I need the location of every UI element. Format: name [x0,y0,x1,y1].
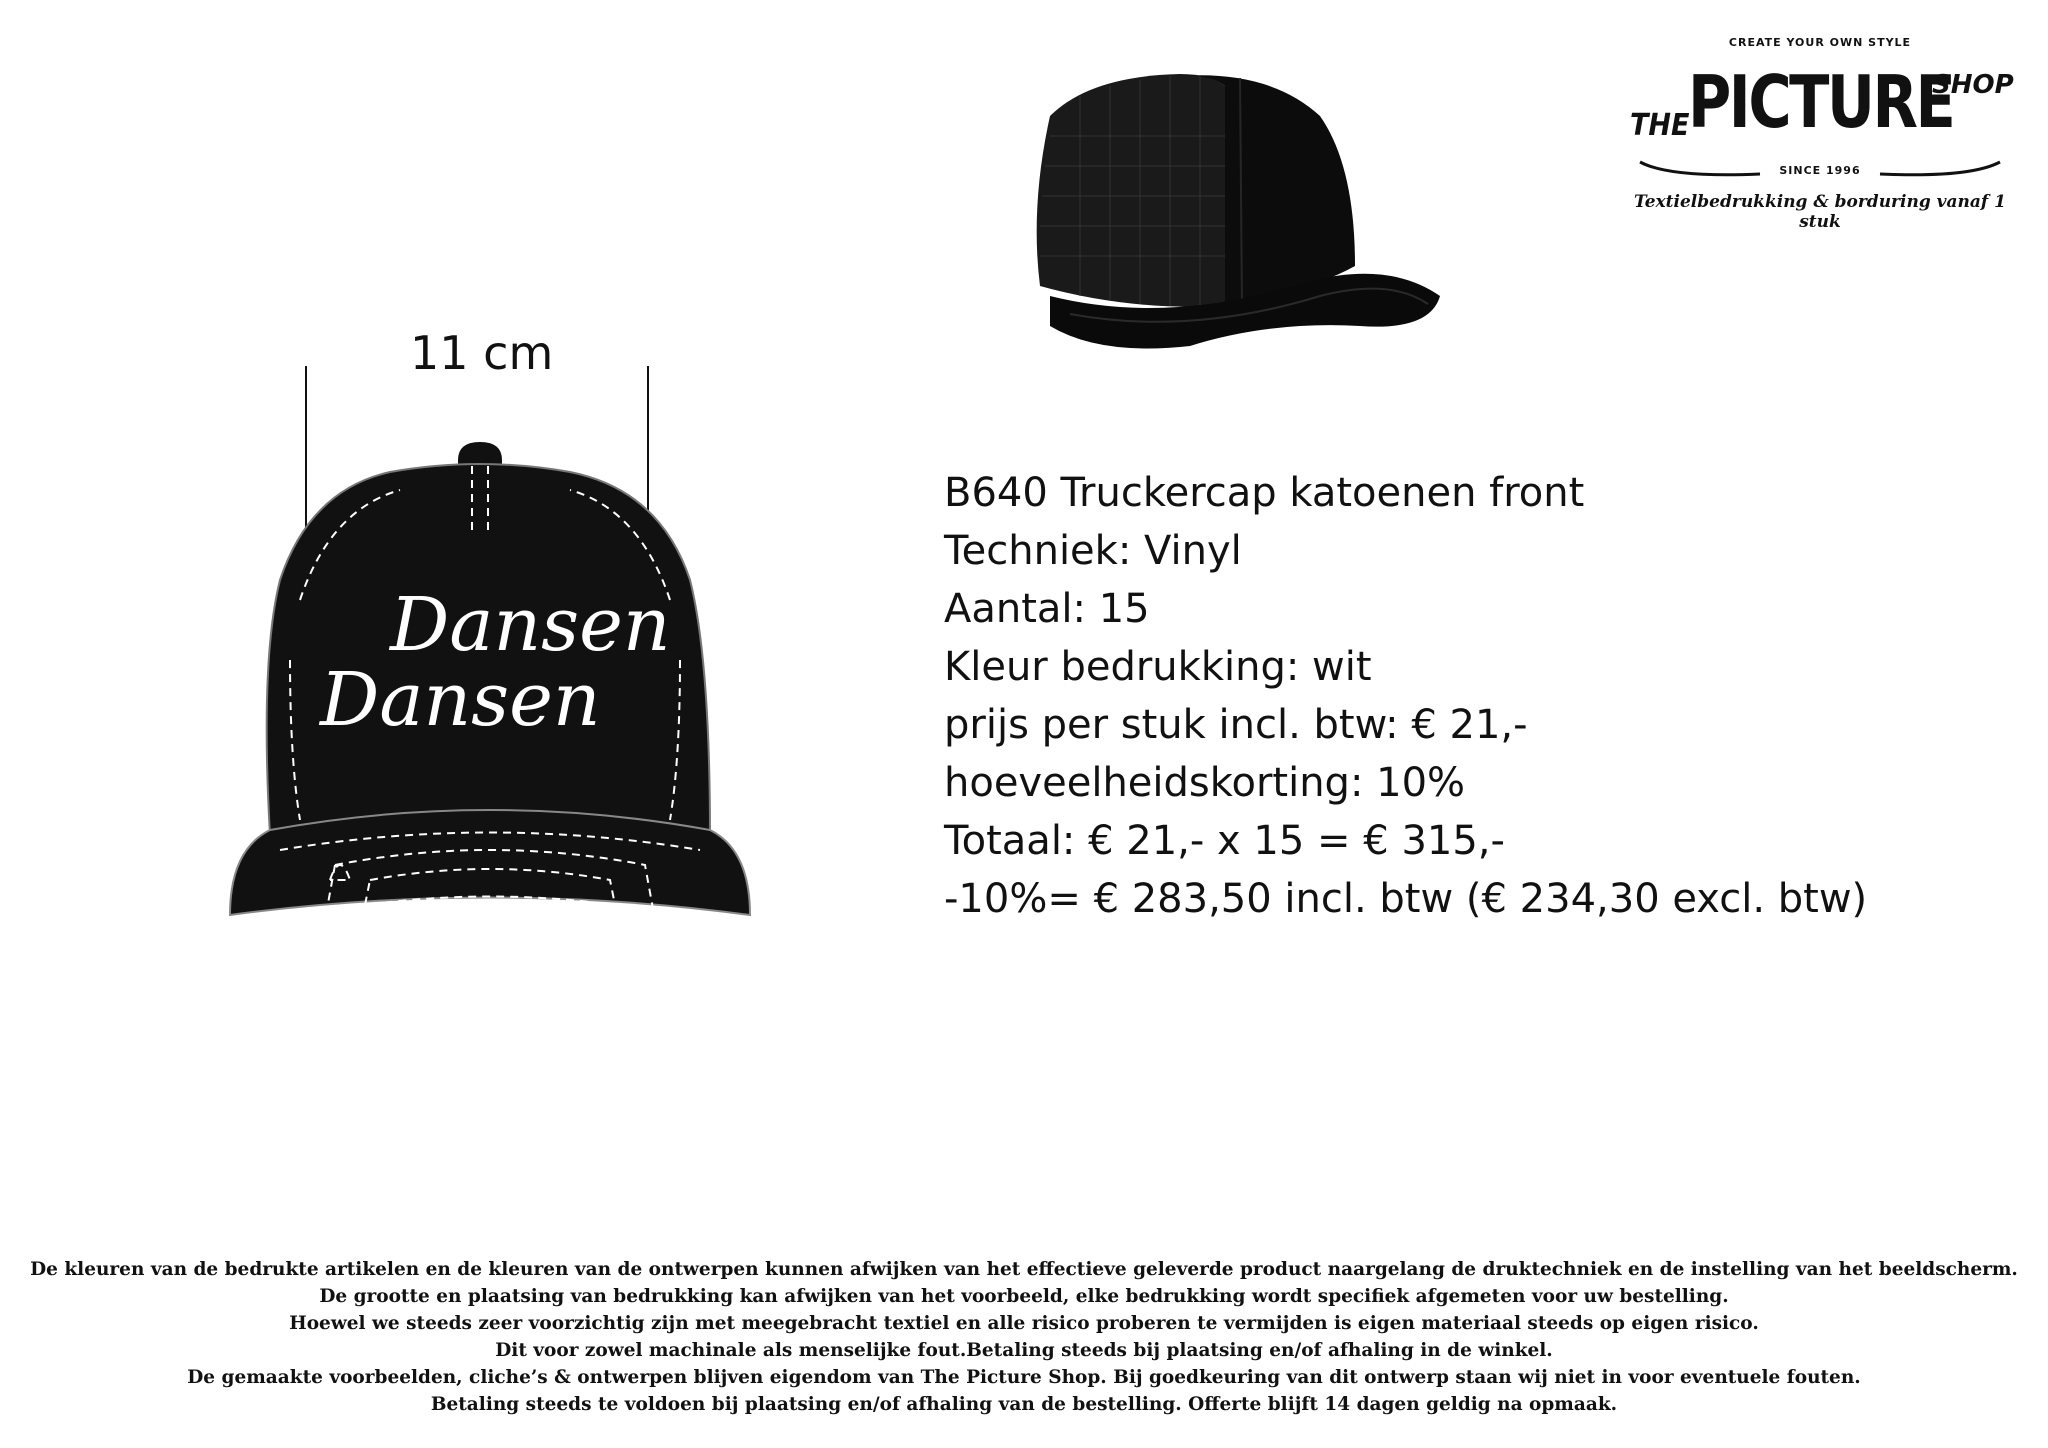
spec-technique: Techniek: Vinyl [944,528,1242,574]
spec-unit-price: prijs per stuk incl. btw: € 21,- [944,702,1528,748]
company-logo [1630,36,2014,232]
logo-since: SINCE 1996 [1779,164,1861,177]
logo-subline: Textielbedrukking & borduring vanaf 1 stuk [1634,192,2006,232]
logo-tagline-top: CREATE YOUR OWN STYLE [1728,36,1912,49]
spec-total-discounted: -10%= € 283,50 incl. btw (€ 234,30 excl. btw) [944,876,1868,922]
disclaimer-line: De grootte en plaatsing van bedrukking kan afwijken van het voorbeeld, elke bedrukking wordt specifiek afgemeten voor uw bestelling. [319,1286,1729,1307]
spec-quantity: Aantal: 15 [944,586,1150,632]
spec-discount: hoeveelheidskorting: 10% [944,760,1466,806]
spec-product: B640 Truckercap katoenen front [944,470,1585,516]
disclaimer-line: Hoewel we steeds zeer voorzichtig zijn met meegebracht textiel en alle risico proberen te vermijden is eigen materiaal steeds op eigen risico. [289,1313,1759,1334]
disclaimer-line: De gemaakte voorbeelden, cliche’s & ontwerpen blijven eigendom van The Picture Shop. Bij goedkeuring van dit ontwerp staan wij niet in voor eventuele fouten. [187,1367,1861,1388]
disclaimer [0,1256,2048,1418]
disclaimer-line: Betaling steeds te voldoen bij plaatsing en/of afhaling van de bestelling. Offerte blijft 14 dagen geldig na opmaak. [430,1394,1618,1415]
disclaimer-line: Dit voor zowel machinale als menselijke fout.Betaling steeds bij plaatsing en/of afhaling in de winkel. [495,1340,1553,1361]
cap-photo [1010,56,1450,396]
spec-print-color: Kleur bedrukking: wit [944,644,1372,690]
spec-total: Totaal: € 21,- x 15 = € 315,- [944,818,1505,864]
logo-picture: PICTURE [1688,60,1954,144]
logo-shop: SHOP [1932,70,2014,100]
dimension-label: 11 cm [410,326,554,380]
print-text-line1: Dansen [390,582,671,668]
logo-the: THE [1630,108,1690,143]
product-specs [944,464,1867,928]
disclaimer-line: De kleuren van de bedrukte artikelen en de kleuren van de ontwerpen kunnen afwijken van het effectieve geleverde product naargelang de druktechniek en de instelling van het beeldscherm. [30,1259,2018,1280]
cap-illustration [190,360,790,940]
print-text-line2: Dansen [320,657,601,743]
